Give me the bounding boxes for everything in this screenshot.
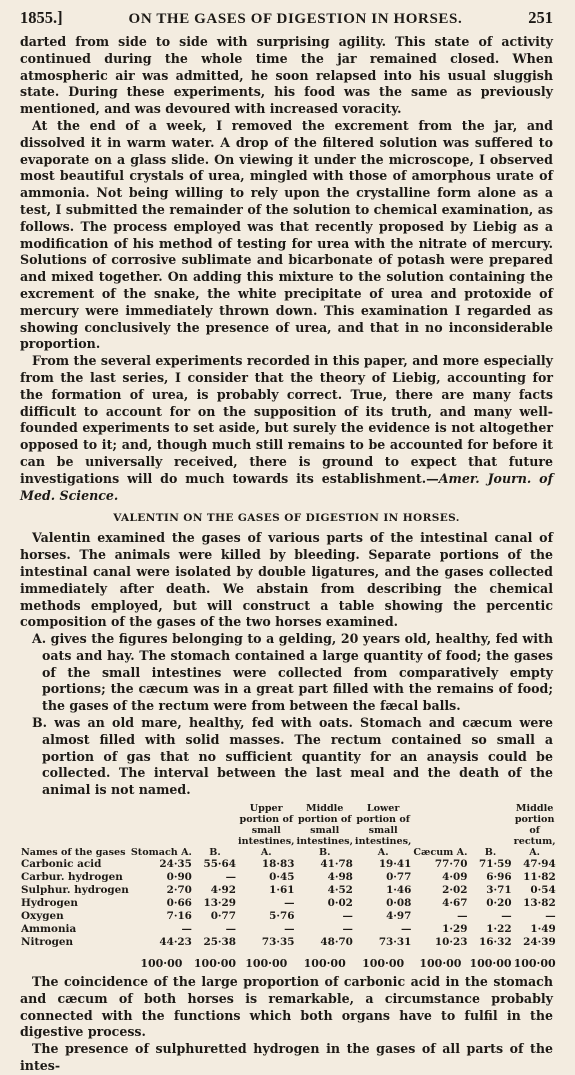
table-row [20,910,557,923]
gas-name-cell: Nitrogen [21,936,74,949]
value-cell: 0·54 [530,884,556,897]
value-cell: 2·70 [166,884,192,897]
column-header: Upper portion of small intestines, A. [238,803,295,859]
list-item-a: A. gives the figures belonging to a gelding, 20 years old, healthy, fed with oats and hay. The stomach contained a large quantity of food; the gases of the small intestines were collected from comparatively empty portions; the cæcum was in a great part filled with the remains of food; the gases of the rectum were from between the fæcal balls. [32,631,553,714]
closing-paragraph: The coincidence of the large proportion of carbonic acid in the stomach and cæcum of both horses is remarkable, a circumstance probably connected with the functions which both organs have to fulfil in the digestive process. [20,974,553,1040]
value-cell: 16·32 [479,936,512,949]
value-cell: 2·02 [442,884,468,897]
value-cell: 0·66 [166,897,192,910]
value-cell: 4·98 [327,871,353,884]
paragraph-text: From the several experiments recorded in this paper, and more especially from the last series, I consider that the theory of Liebig, accounting for the formation of urea, is probably correct. True, there are many facts difficult to account for on the supposition of its truth, and many well-founded experiments to set aside, but surely the evidence is not altogether opposed to it; and, though much still remains to be accounted for before it can be universally received, there is ground to expect that future investigations will do much towards its establishment.— [20,353,553,486]
value-cell: 25·38 [203,936,237,949]
value-cell: 11·82 [523,871,556,884]
value-cell: — [501,910,512,923]
value-cell: 4·92 [210,884,237,897]
value-cell: 47·94 [523,858,556,871]
value-cell: 19·41 [378,858,412,871]
value-cell: 1·46 [386,884,412,897]
gas-name-cell: Carbonic acid [21,858,102,871]
total-cell: 100·00 [513,957,556,971]
paragraph [20,353,553,504]
paragraph: darted from side to side with surprising agility. This state of activity continued during the whole time the jar remained closed. When atmospheric air was admitted, he soon relapsed into his usual sluggish state. During these experiments, his food was the same as previously mentioned, and was devoured with increased voracity. [20,34,553,117]
value-cell: 10·23 [434,936,468,949]
column-header: Stomach A. [130,847,192,859]
value-cell: — [342,910,353,923]
value-cell: 4·09 [442,871,468,884]
value-cell: 41·78 [320,858,353,871]
value-cell: — [225,871,237,884]
gas-name-cell: Hydrogen [21,897,78,910]
table-row [20,897,557,910]
value-cell: 48·70 [320,936,353,949]
value-cell: — [342,923,353,936]
value-cell: 0·77 [210,910,237,923]
list-item-b: B. was an old mare, healthy, fed with oats. Stomach and cæcum were almost filled with solid masses. The rectum contained so small a portion of gas that no sufficient quantity for an anaysis could be collected. The interval between the last meal and the death of the animal is not named. [32,715,553,798]
page-header [20,8,553,34]
value-cell: — [225,923,237,936]
column-header: B. [209,847,221,859]
value-cell: 24·35 [159,858,192,871]
gas-name-cell: Sulphur. hydrogen [21,884,129,897]
total-cell: 100·00 [303,957,346,971]
value-cell: 1·29 [442,923,468,936]
table-row [20,871,557,884]
value-cell: 13·29 [203,897,237,910]
value-cell: 24·39 [523,936,556,949]
value-cell: 1·22 [486,923,512,936]
value-cell: 44·23 [159,936,192,949]
value-cell: — [181,923,192,936]
value-cell: 5·76 [269,910,295,923]
value-cell: 0·20 [486,897,512,910]
gas-composition-table [20,803,557,970]
value-cell: 3·71 [486,884,512,897]
value-cell: 1·61 [269,884,295,897]
value-cell: — [545,910,556,923]
total-cell: 100·00 [193,957,237,971]
value-cell: 0·02 [327,897,353,910]
value-cell: 0·08 [386,897,412,910]
value-cell: 7·16 [166,910,192,923]
header-year: 1855.] [20,8,63,27]
section-title: VALENTIN ON THE GASES OF DIGESTION IN HORSES. [113,512,460,525]
value-cell: 6·96 [486,871,512,884]
gas-name-cell: Oxygen [21,910,64,923]
value-cell: 18·83 [261,858,295,871]
value-cell: 13·82 [523,897,556,910]
value-cell: 55·64 [203,858,237,871]
value-cell: 0·77 [386,871,412,884]
value-cell: 0·90 [166,871,192,884]
column-header: Lower portion of small intestines, A. [354,803,412,859]
value-cell: 4·67 [442,897,468,910]
total-cell: 100·00 [469,957,512,971]
value-cell: 1·49 [530,923,556,936]
value-cell: — [400,923,412,936]
table-header-row [20,803,557,858]
value-cell: 77·70 [434,858,468,871]
table-row [20,884,557,897]
paragraph: At the end of a week, I removed the excrement from the jar, and dissolved it in warm water. A drop of the filtered solution was suffered to evaporate on a glass slide. On viewing it under the microscope, I observed most beautiful crystals of urea, mingled with those of amorphous urate of ammonia. Not being willing to rely upon the crystalline form alone as a test, I submitted the remainder of the solution to chemical examination, as follows. The process employed was that recently proposed by Liebig as a modification of his method of testing for urea with the nitrate of mercury. Solutions of corrosive sublimate and bicarbonate of potash were prepared and mixed together. On adding this mixture to the solution containing the excrement of the snake, the white precipitate of urea and protoxide of mercury were immediately thrown down. This examination I regarded as showing conclusively the presence of urea, and that in no inconsiderable proportion. [20,117,553,352]
total-cell: 100·00 [419,957,462,971]
value-cell: 4·97 [386,910,412,923]
column-header: Names of the gases [21,847,126,859]
table-row [20,858,557,871]
totals-spacer [20,949,130,970]
totals-row [20,949,557,970]
column-header: Cæcum A. [413,847,468,859]
journal-citation: Amer. Journ. of Med. Science. [20,470,553,503]
value-cell: 71·59 [479,858,512,871]
table-row [20,923,557,936]
total-cell: 100·00 [362,957,405,971]
column-header: Middle portion of small intestines, B. [296,803,353,859]
intro-paragraph: Valentin examined the gases of various parts of the intestinal canal of horses. The animals were killed by bleeding. Separate portions of the intestinal canal were isolated by double ligatures, and the gases collected immediately after death. We abstain from describing the chemical methods employed, but will construct a table showing the percentic composition of the gases of the two horses examined. [20,530,553,630]
total-cell: 100·00 [245,957,288,971]
value-cell: — [457,910,468,923]
total-cell: 100·00 [140,957,183,971]
running-title: ON THE GASES OF DIGESTION IN HORSES. [128,11,463,27]
page-number: 251 [528,8,553,27]
column-header: Middle portion of rectum, A. [513,803,556,859]
closing-paragraph: The presence of sulphuretted hydrogen in the gases of all parts of the intes- [20,1041,553,1074]
value-cell: 73·31 [378,936,412,949]
table-row [20,936,557,949]
value-cell: — [284,923,295,936]
table-body [20,858,557,949]
value-cell: 4·52 [327,884,353,897]
column-header: B. [484,847,497,859]
gas-name-cell: Carbur. hydrogen [21,871,123,884]
gas-name-cell: Ammonia [21,923,77,936]
value-cell: 0·45 [269,871,295,884]
value-cell: 73·35 [261,936,295,949]
value-cell: — [284,897,295,910]
